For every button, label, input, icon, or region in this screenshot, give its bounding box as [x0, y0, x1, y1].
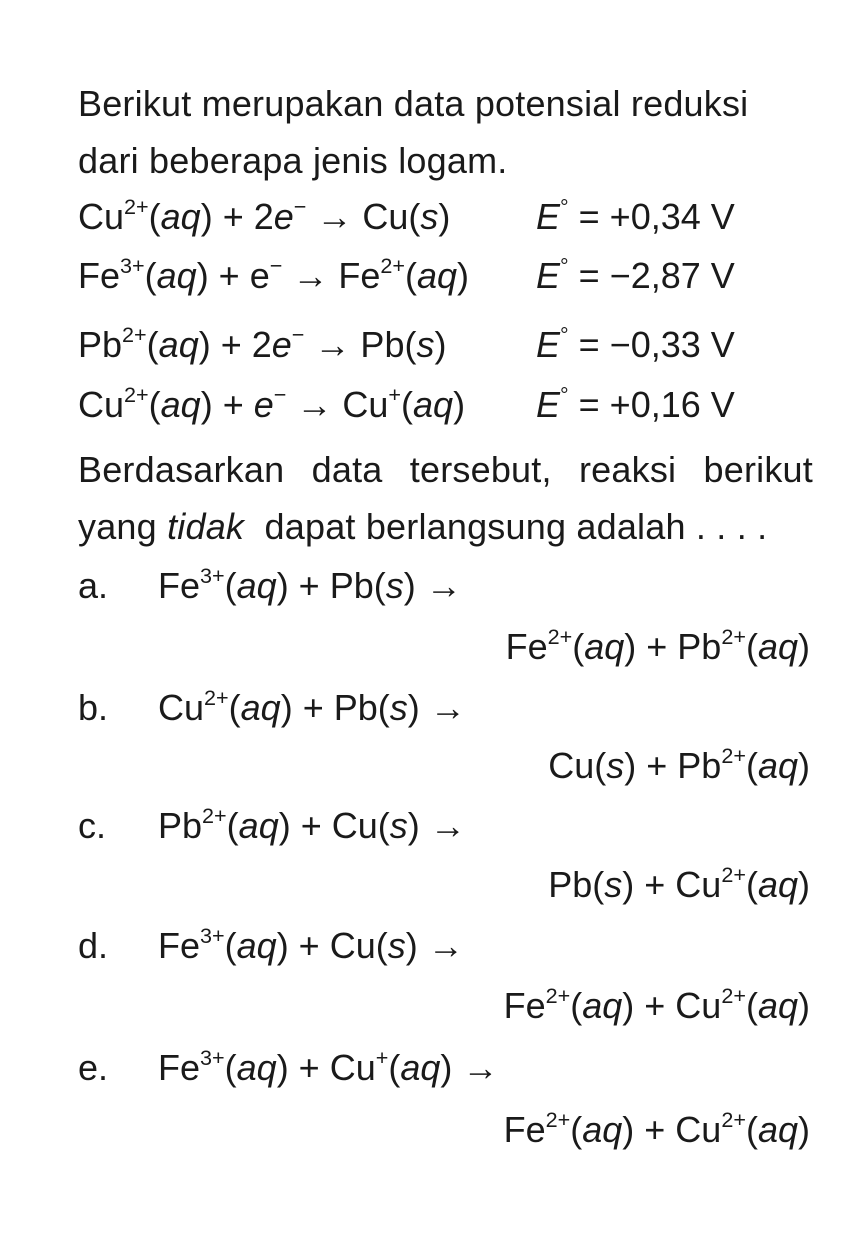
formula-text: ( — [745, 1109, 758, 1150]
italic-symbol: aq — [584, 626, 625, 667]
equation-1-potential — [536, 192, 735, 242]
formula-text: Fe — [158, 565, 201, 606]
formula-text: ) + Cu — [276, 1047, 376, 1088]
option-d-reactants — [158, 921, 464, 971]
formula-text: Fe — [158, 925, 201, 966]
italic-symbol: aq — [757, 1109, 798, 1150]
reduction-equation-3 — [78, 320, 813, 370]
italic-symbol: s — [606, 745, 625, 786]
italic-symbol: s — [604, 864, 623, 905]
formula-text: Pb — [158, 805, 203, 846]
reduction-equation-2 — [78, 251, 813, 301]
charge-superscript: 2+ — [204, 684, 229, 710]
formula-text: ) → — [405, 925, 464, 966]
italic-symbol: aq — [582, 1109, 623, 1150]
italic-symbol: e — [253, 384, 274, 425]
charge-superscript: 2+ — [202, 802, 227, 828]
question-line-1 — [78, 441, 813, 498]
formula-text: ) + Cu — [622, 1109, 722, 1150]
italic-symbol: aq — [400, 1047, 441, 1088]
formula-text: ( — [228, 687, 241, 728]
formula-text: ( — [572, 626, 585, 667]
formula-text: ) + Pb( — [280, 687, 390, 728]
charge-superscript: − — [269, 252, 283, 278]
standard-degree-sign: ° — [560, 381, 569, 407]
formula-text: Pb( — [548, 864, 605, 905]
formula-text: ( — [745, 985, 758, 1026]
formula-text: ) → — [440, 1047, 499, 1088]
formula-text: ) — [453, 384, 466, 425]
formula-text: ) — [798, 626, 810, 667]
formula-text: → Cu — [286, 384, 389, 425]
question-line-2 — [78, 498, 813, 555]
formula-text: ) → — [407, 687, 466, 728]
formula-text: ( — [405, 255, 417, 296]
formula-text: ( — [226, 805, 239, 846]
formula-text: ( — [148, 384, 161, 425]
italic-symbol: aq — [417, 255, 458, 296]
option-c-letter: c. — [78, 805, 107, 846]
question-word: berikut — [703, 449, 813, 490]
formula-text: ) — [798, 864, 810, 905]
formula-text: ( — [224, 565, 237, 606]
italic-symbol: e — [273, 196, 294, 237]
intro-line-1: Berikut merupakan data potensial reduksi — [78, 83, 749, 124]
formula-text: Cu — [78, 196, 125, 237]
italic-symbol: s — [389, 687, 408, 728]
formula-text: ) + 2 — [198, 324, 272, 365]
formula-text: Fe — [158, 1047, 201, 1088]
formula-text: ) — [798, 985, 810, 1026]
question-word: tersebut, — [409, 449, 552, 490]
formula-text: ) — [798, 745, 810, 786]
italic-symbol: s — [420, 196, 439, 237]
italic-symbol: aq — [240, 687, 281, 728]
italic-symbol: aq — [757, 864, 798, 905]
standard-degree-sign: ° — [560, 321, 569, 347]
italic-symbol: aq — [757, 626, 798, 667]
reduction-equation-4 — [78, 380, 813, 430]
question-word: reaksi — [578, 449, 677, 490]
option-e-reactants — [158, 1043, 498, 1093]
charge-superscript: + — [375, 1044, 389, 1070]
formula-text: ) — [434, 324, 447, 365]
intro-line-2: dari beberapa jenis logam. — [78, 140, 508, 181]
formula-text: ) + Cu( — [278, 805, 390, 846]
charge-superscript: − — [273, 381, 287, 407]
option-a-reactants — [158, 561, 462, 611]
question-word: data — [311, 449, 383, 490]
formula-text: ) + Cu( — [276, 925, 388, 966]
equation-4-value: = +0,16 V — [568, 384, 735, 425]
charge-superscript: 3+ — [200, 562, 225, 588]
charge-superscript: − — [291, 321, 305, 347]
formula-text: ) + Pb — [624, 626, 722, 667]
intro-paragraph — [78, 75, 813, 189]
standard-potential-symbol: E — [536, 196, 561, 237]
formula-text: Cu( — [548, 745, 607, 786]
equation-2-reaction — [78, 251, 469, 301]
charge-superscript: 2+ — [721, 982, 746, 1008]
formula-text: ( — [224, 1047, 237, 1088]
charge-superscript: 3+ — [200, 1044, 225, 1070]
formula-text: ) — [457, 255, 470, 296]
option-c-reactants — [158, 801, 466, 851]
formula-text: Fe — [503, 985, 546, 1026]
italic-symbol: aq — [413, 384, 454, 425]
formula-text: → Fe — [282, 255, 381, 296]
charge-superscript: 3+ — [200, 922, 225, 948]
formula-text: Cu — [78, 384, 125, 425]
italic-symbol: aq — [582, 985, 623, 1026]
italic-symbol: aq — [238, 805, 279, 846]
formula-text: Pb — [78, 324, 123, 365]
standard-potential-symbol: E — [536, 384, 561, 425]
formula-text: ( — [401, 384, 414, 425]
italic-symbol: aq — [757, 985, 798, 1026]
equation-4-potential — [536, 380, 735, 430]
italic-symbol: aq — [236, 565, 277, 606]
formula-text: ( — [745, 626, 758, 667]
option-b-products — [548, 741, 810, 791]
italic-symbol: aq — [160, 384, 201, 425]
formula-text: Fe — [503, 1109, 546, 1150]
italic-symbol: aq — [160, 196, 201, 237]
option-d-products — [504, 981, 810, 1031]
equation-3-potential — [536, 320, 735, 370]
standard-potential-symbol: E — [536, 255, 561, 296]
formula-text: ) — [798, 1109, 810, 1150]
italic-symbol: aq — [757, 745, 798, 786]
option-e-products — [504, 1105, 810, 1155]
formula-text: ( — [570, 985, 583, 1026]
option-b-reactants — [158, 683, 466, 733]
italic-symbol: s — [385, 565, 404, 606]
charge-superscript: 2+ — [545, 982, 571, 1008]
italic-symbol: aq — [236, 1047, 277, 1088]
italic-symbol: aq — [156, 255, 197, 296]
standard-potential-symbol: E — [536, 324, 561, 365]
charge-superscript: 2+ — [124, 193, 149, 219]
charge-superscript: 2+ — [721, 742, 746, 768]
option-a-letter: a. — [78, 565, 109, 606]
formula-text: ( — [745, 745, 758, 786]
question-word: Berdasarkan — [78, 449, 285, 490]
formula-text: ) + Pb( — [276, 565, 386, 606]
formula-text: ) + 2 — [200, 196, 274, 237]
charge-superscript: 2+ — [380, 252, 405, 278]
formula-text: ) + Cu — [622, 864, 722, 905]
standard-degree-sign: ° — [560, 252, 569, 278]
equation-1-value: = +0,34 V — [568, 196, 735, 237]
charge-superscript: 2+ — [547, 623, 573, 649]
charge-superscript: 2+ — [721, 861, 746, 887]
charge-superscript: 2+ — [124, 381, 149, 407]
formula-text: → Cu( — [306, 196, 421, 237]
formula-text: ) → — [403, 565, 462, 606]
option-c-products — [548, 860, 810, 910]
formula-text: ) — [438, 196, 451, 237]
charge-superscript: − — [293, 193, 307, 219]
formula-text: ( — [570, 1109, 583, 1150]
question-line-2-post: dapat berlangsung adalah . . . . — [244, 506, 768, 547]
formula-text: Cu — [158, 687, 205, 728]
italic-symbol: s — [416, 324, 435, 365]
charge-superscript: + — [388, 381, 402, 407]
italic-symbol: aq — [236, 925, 277, 966]
formula-text: ( — [144, 255, 157, 296]
emphasis-tidak: tidak — [167, 506, 245, 547]
charge-superscript: 2+ — [122, 321, 147, 347]
formula-text: ) + Pb — [624, 745, 722, 786]
option-b-letter: b. — [78, 687, 109, 728]
question-paragraph — [78, 441, 813, 555]
question-line-2-pre: yang — [78, 506, 168, 547]
equation-3-reaction — [78, 320, 446, 370]
option-d-letter: d. — [78, 925, 109, 966]
formula-text: ( — [146, 324, 159, 365]
formula-text: ( — [148, 196, 161, 237]
italic-symbol: aq — [158, 324, 199, 365]
equation-4-reaction — [78, 380, 465, 430]
standard-degree-sign: ° — [560, 193, 569, 219]
formula-text: Fe — [78, 255, 121, 296]
formula-text: ) + e — [196, 255, 270, 296]
formula-text: ( — [224, 925, 237, 966]
formula-text: ) + — [200, 384, 254, 425]
option-a-products — [506, 622, 810, 672]
formula-text: ) + Cu — [622, 985, 722, 1026]
formula-text: Fe — [505, 626, 548, 667]
charge-superscript: 2+ — [545, 1106, 571, 1132]
equation-3-value: = −0,33 V — [568, 324, 735, 365]
equation-2-value: = −2,87 V — [568, 255, 735, 296]
italic-symbol: e — [271, 324, 292, 365]
reduction-equation-1 — [78, 192, 813, 242]
formula-text: ( — [388, 1047, 401, 1088]
formula-text: ) → — [407, 805, 466, 846]
charge-superscript: 2+ — [721, 623, 746, 649]
formula-text: ( — [745, 864, 758, 905]
charge-superscript: 2+ — [721, 1106, 746, 1132]
charge-superscript: 3+ — [120, 252, 145, 278]
equation-1-reaction — [78, 192, 450, 242]
italic-symbol: s — [389, 805, 408, 846]
italic-symbol: s — [387, 925, 406, 966]
equation-2-potential — [536, 251, 735, 301]
formula-text: → Pb( — [304, 324, 417, 365]
option-e-letter: e. — [78, 1047, 109, 1088]
